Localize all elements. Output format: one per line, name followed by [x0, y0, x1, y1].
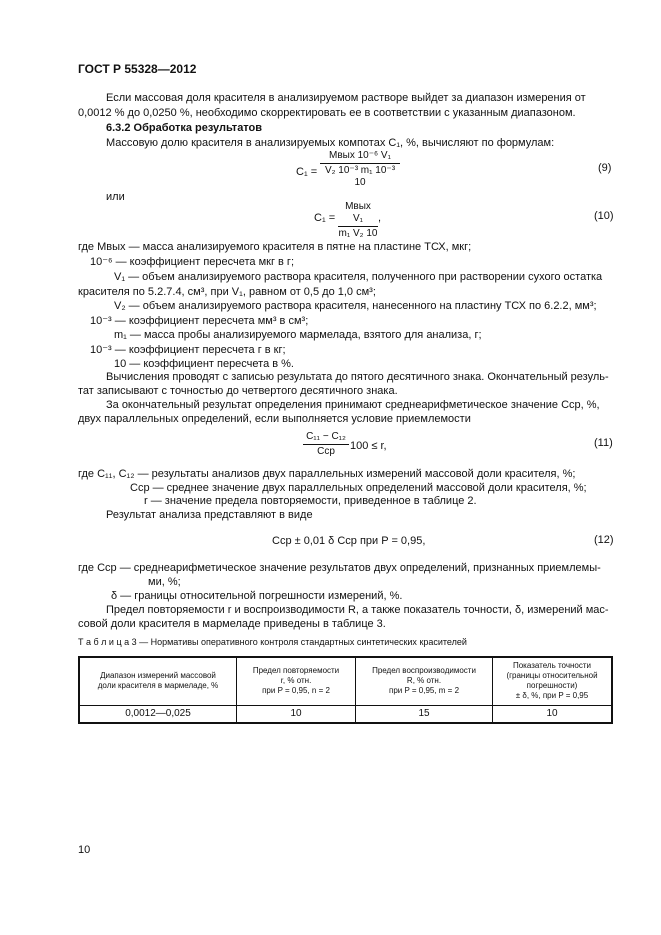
limits-line-1: Предел повторяемости r и воспроизводимости R, а также показатель точности, δ, измерений мас-	[106, 604, 609, 616]
eq10-number: (10)	[594, 210, 614, 222]
eq9-fraction	[320, 150, 400, 189]
eq9-numerator: Mвых 10⁻⁶ V₁	[320, 150, 400, 164]
formula-intro: Массовую долю красителя в анализируемых компотах C₁, %, вычисляют по формулам:	[106, 137, 555, 149]
eq10-denominator: m₁ V₂ 10	[338, 228, 378, 239]
header-reproducibility: Предел воспроизводимости R, % отн. при P = 0,95, m = 2	[356, 657, 493, 705]
norms-table	[78, 656, 613, 724]
header-repeatability: Предел повторяемости r, % отн. при P = 0,95, n = 2	[237, 657, 356, 705]
def-9: 10 — коэффициент пересчета в %.	[114, 358, 294, 370]
header-range: Диапазон измерений массовой доли красителя в мармеладе, %	[79, 657, 237, 705]
def-1: где Mвых — масса анализируемого красителя в пятне на пластине ТСХ, мкг;	[78, 241, 472, 253]
def3-1: где Cср — среднеарифметическое значение результатов двух определений, признанных приемлемы-	[78, 562, 601, 574]
eq9-lhs: C₁ =	[296, 166, 318, 178]
def-7: m₁ — масса пробы анализируемого мармелада, взятого для анализа, г;	[114, 329, 482, 341]
rounding-line-1: Вычисления проводят с записью результата до пятого десятичного знака. Окончательный резуль-	[106, 371, 609, 383]
eq10-tail: ,	[378, 212, 382, 224]
rounding-line-2: тат записывают с точностью до четвертого десятичного знака.	[78, 385, 398, 397]
final-line-2: двух параллельных определений, если выполняется условие приемлемости	[78, 413, 471, 425]
def3-3: δ — границы относительной погрешности измерений, %.	[111, 590, 403, 602]
cell-delta: 10	[493, 705, 613, 723]
section-heading: 6.3.2 Обработка результатов	[106, 122, 263, 134]
limits-line-2: совой доли красителя в мармеладе приведены в таблице 3.	[78, 618, 386, 630]
final-line-1: За окончательный результат определения принимают среднеарифметическое значение Cср, %,	[106, 399, 600, 411]
cell-R: 15	[356, 705, 493, 723]
cell-r: 10	[237, 705, 356, 723]
def-2: 10⁻⁶ — коэффициент пересчета мкг в г;	[90, 256, 294, 268]
table-header-row	[79, 657, 612, 705]
intro-line-1: Если массовая доля красителя в анализируемом растворе выйдет за диапазон измерения от	[106, 92, 586, 104]
def-4: красителя по 5.2.7.4, см³, при V₁, равном от 0,5 до 1,0 см³;	[78, 286, 376, 298]
eq10-fraction	[338, 201, 378, 240]
eq9-number: (9)	[598, 162, 612, 174]
page-number: 10	[78, 844, 91, 856]
eq9-denominator: V₂ 10⁻³ m₁ 10⁻³ 10	[324, 165, 396, 188]
eq11-denominator: Cср	[317, 446, 335, 457]
table-row	[79, 705, 612, 723]
intro-line-2: 0,0012 % до 0,0250 %, необходимо скорректировать ее в соответствии с указанным диапазоном.	[78, 107, 576, 119]
or-word: или	[106, 191, 125, 203]
result-intro: Результат анализа представляют в виде	[106, 509, 313, 521]
header-accuracy: Показатель точности (границы относительной погрешности) ± δ, %, при P = 0,95	[493, 657, 613, 705]
def-3: V₁ — объем анализируемого раствора красителя, полученного при растворении сухого остатка	[114, 271, 603, 283]
eq11-number: (11)	[594, 437, 613, 449]
eq11-numerator: C₁₁ − C₁₂	[303, 431, 349, 445]
cell-range: 0,0012—0,025	[79, 705, 237, 723]
def-8: 10⁻³ — коэффициент пересчета г в кг;	[90, 344, 286, 356]
def-6: 10⁻³ — коэффициент пересчета мм³ в см³;	[90, 315, 309, 327]
eq12-number: (12)	[594, 534, 614, 546]
eq10-numerator: Mвых V₁	[338, 201, 378, 227]
table-caption: Т а б л и ц а 3 — Нормативы оперативного контроля стандартных синтетических красителей	[78, 637, 467, 647]
eq11-tail: 100 ≤ r,	[350, 440, 387, 452]
page-header: ГОСТ Р 55328—2012	[78, 62, 197, 76]
def2-2: Cср — среднее значение двух параллельных определений массовой доли красителя, %;	[130, 482, 587, 494]
def3-2: ми, %;	[148, 576, 181, 588]
eq12-formula: Cср ± 0,01 δ Cср при P = 0,95,	[272, 535, 426, 547]
def2-3: r — значение предела повторяемости, приведенное в таблице 2.	[144, 495, 477, 507]
eq10-lhs: C₁ =	[314, 212, 336, 224]
def2-1: где C₁₁, C₁₂ — результаты анализов двух параллельных измерений массовой доли красителя, %;	[78, 468, 576, 480]
eq11-fraction	[303, 431, 349, 458]
def-5: V₂ — объем анализируемого раствора красителя, нанесенного на пластину ТСХ по 6.2.2, мм³;	[114, 300, 597, 312]
